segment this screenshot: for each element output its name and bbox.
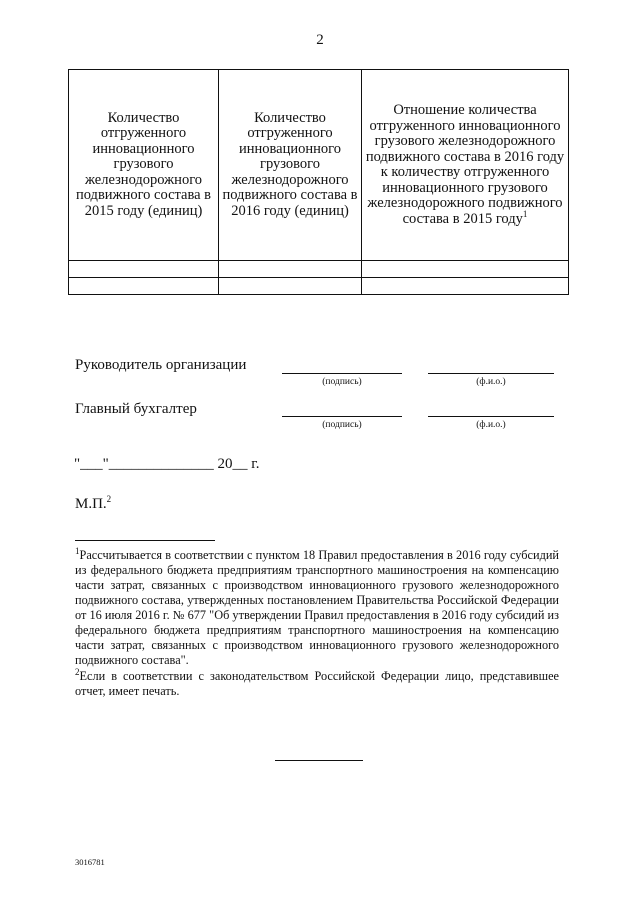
report-table [68, 69, 569, 295]
header-2016-count: Количество отгруженного инновационного грузового железнодорожного подвижного состава в 2016 году (единиц) [222, 109, 358, 219]
table-cell[interactable] [362, 261, 569, 278]
footnote-text: Рассчитывается в соответствии с пунктом 18 Правил предоставления в 2016 году субсидий из федерального бюджета предприятиям транспортного машиностроения на компенсацию части затрат, связанных с производством инновационного грузового железнодорожного подвижного состава, утвержденных постановлением Правительства Российской Федерации от 16 июля 2016 г. № 677 "Об утверждении Правил предоставления в 2016 году субсидий из федерального бюджета предприятиям транспортного машиностроения на компенсацию части затрат, связанных с производством инновационного грузового железнодорожного подвижного состава". [75, 548, 559, 667]
signature-line-director[interactable] [282, 373, 402, 374]
table-cell[interactable] [219, 278, 362, 295]
date-line[interactable]: "___"______________ 20__ г. [74, 456, 260, 472]
name-line-director[interactable] [428, 373, 554, 374]
footnote-1 [75, 545, 559, 668]
signature-label-director: Руководитель организации [75, 357, 247, 373]
table-cell[interactable] [219, 261, 362, 278]
table-cell[interactable] [362, 278, 569, 295]
signature-caption: (подпись) [322, 420, 362, 430]
footnote-2 [75, 666, 559, 699]
footnote-text: Если в соответствии с законодательством Российской Федерации лицо, представившее отчет, имеет печать. [75, 669, 559, 698]
name-line-accountant[interactable] [428, 416, 554, 417]
table-header-row [69, 70, 569, 261]
header-ratio-text: Отношение количества отгруженного инновационного грузового железнодорожного подвижного состава в 2016 году к количеству отгруженного инновационного грузового железнодорожного подвижного состава в 2015 году [365, 102, 565, 227]
end-divider [275, 760, 363, 761]
footnote-mark: 1 [75, 545, 80, 556]
signature-line-accountant[interactable] [282, 416, 402, 417]
footnote-separator [75, 540, 215, 541]
table-header-cell [69, 70, 219, 261]
seal-label [75, 496, 111, 513]
signature-label-accountant: Главный бухгалтер [75, 401, 197, 417]
footnote-mark: 2 [75, 666, 80, 677]
table-cell[interactable] [69, 261, 219, 278]
signature-caption: (подпись) [322, 377, 362, 387]
table-header-cell [362, 70, 569, 261]
table-header-cell [219, 70, 362, 261]
header-ratio [364, 103, 566, 227]
name-caption: (ф.и.о.) [476, 420, 506, 430]
footnote-ref-1: 1 [522, 208, 528, 219]
table-row [69, 261, 569, 278]
header-2015-count: Количество отгруженного инновационного грузового железнодорожного подвижного состава в 2015 году (единиц) [75, 109, 212, 219]
name-caption: (ф.и.о.) [476, 377, 506, 387]
page-number: 2 [316, 32, 324, 48]
footnote-ref-2: 2 [106, 494, 112, 504]
table-row [69, 278, 569, 295]
seal-text: М.П. [75, 496, 107, 512]
document-code: 3016781 [75, 857, 105, 867]
table-cell[interactable] [69, 278, 219, 295]
